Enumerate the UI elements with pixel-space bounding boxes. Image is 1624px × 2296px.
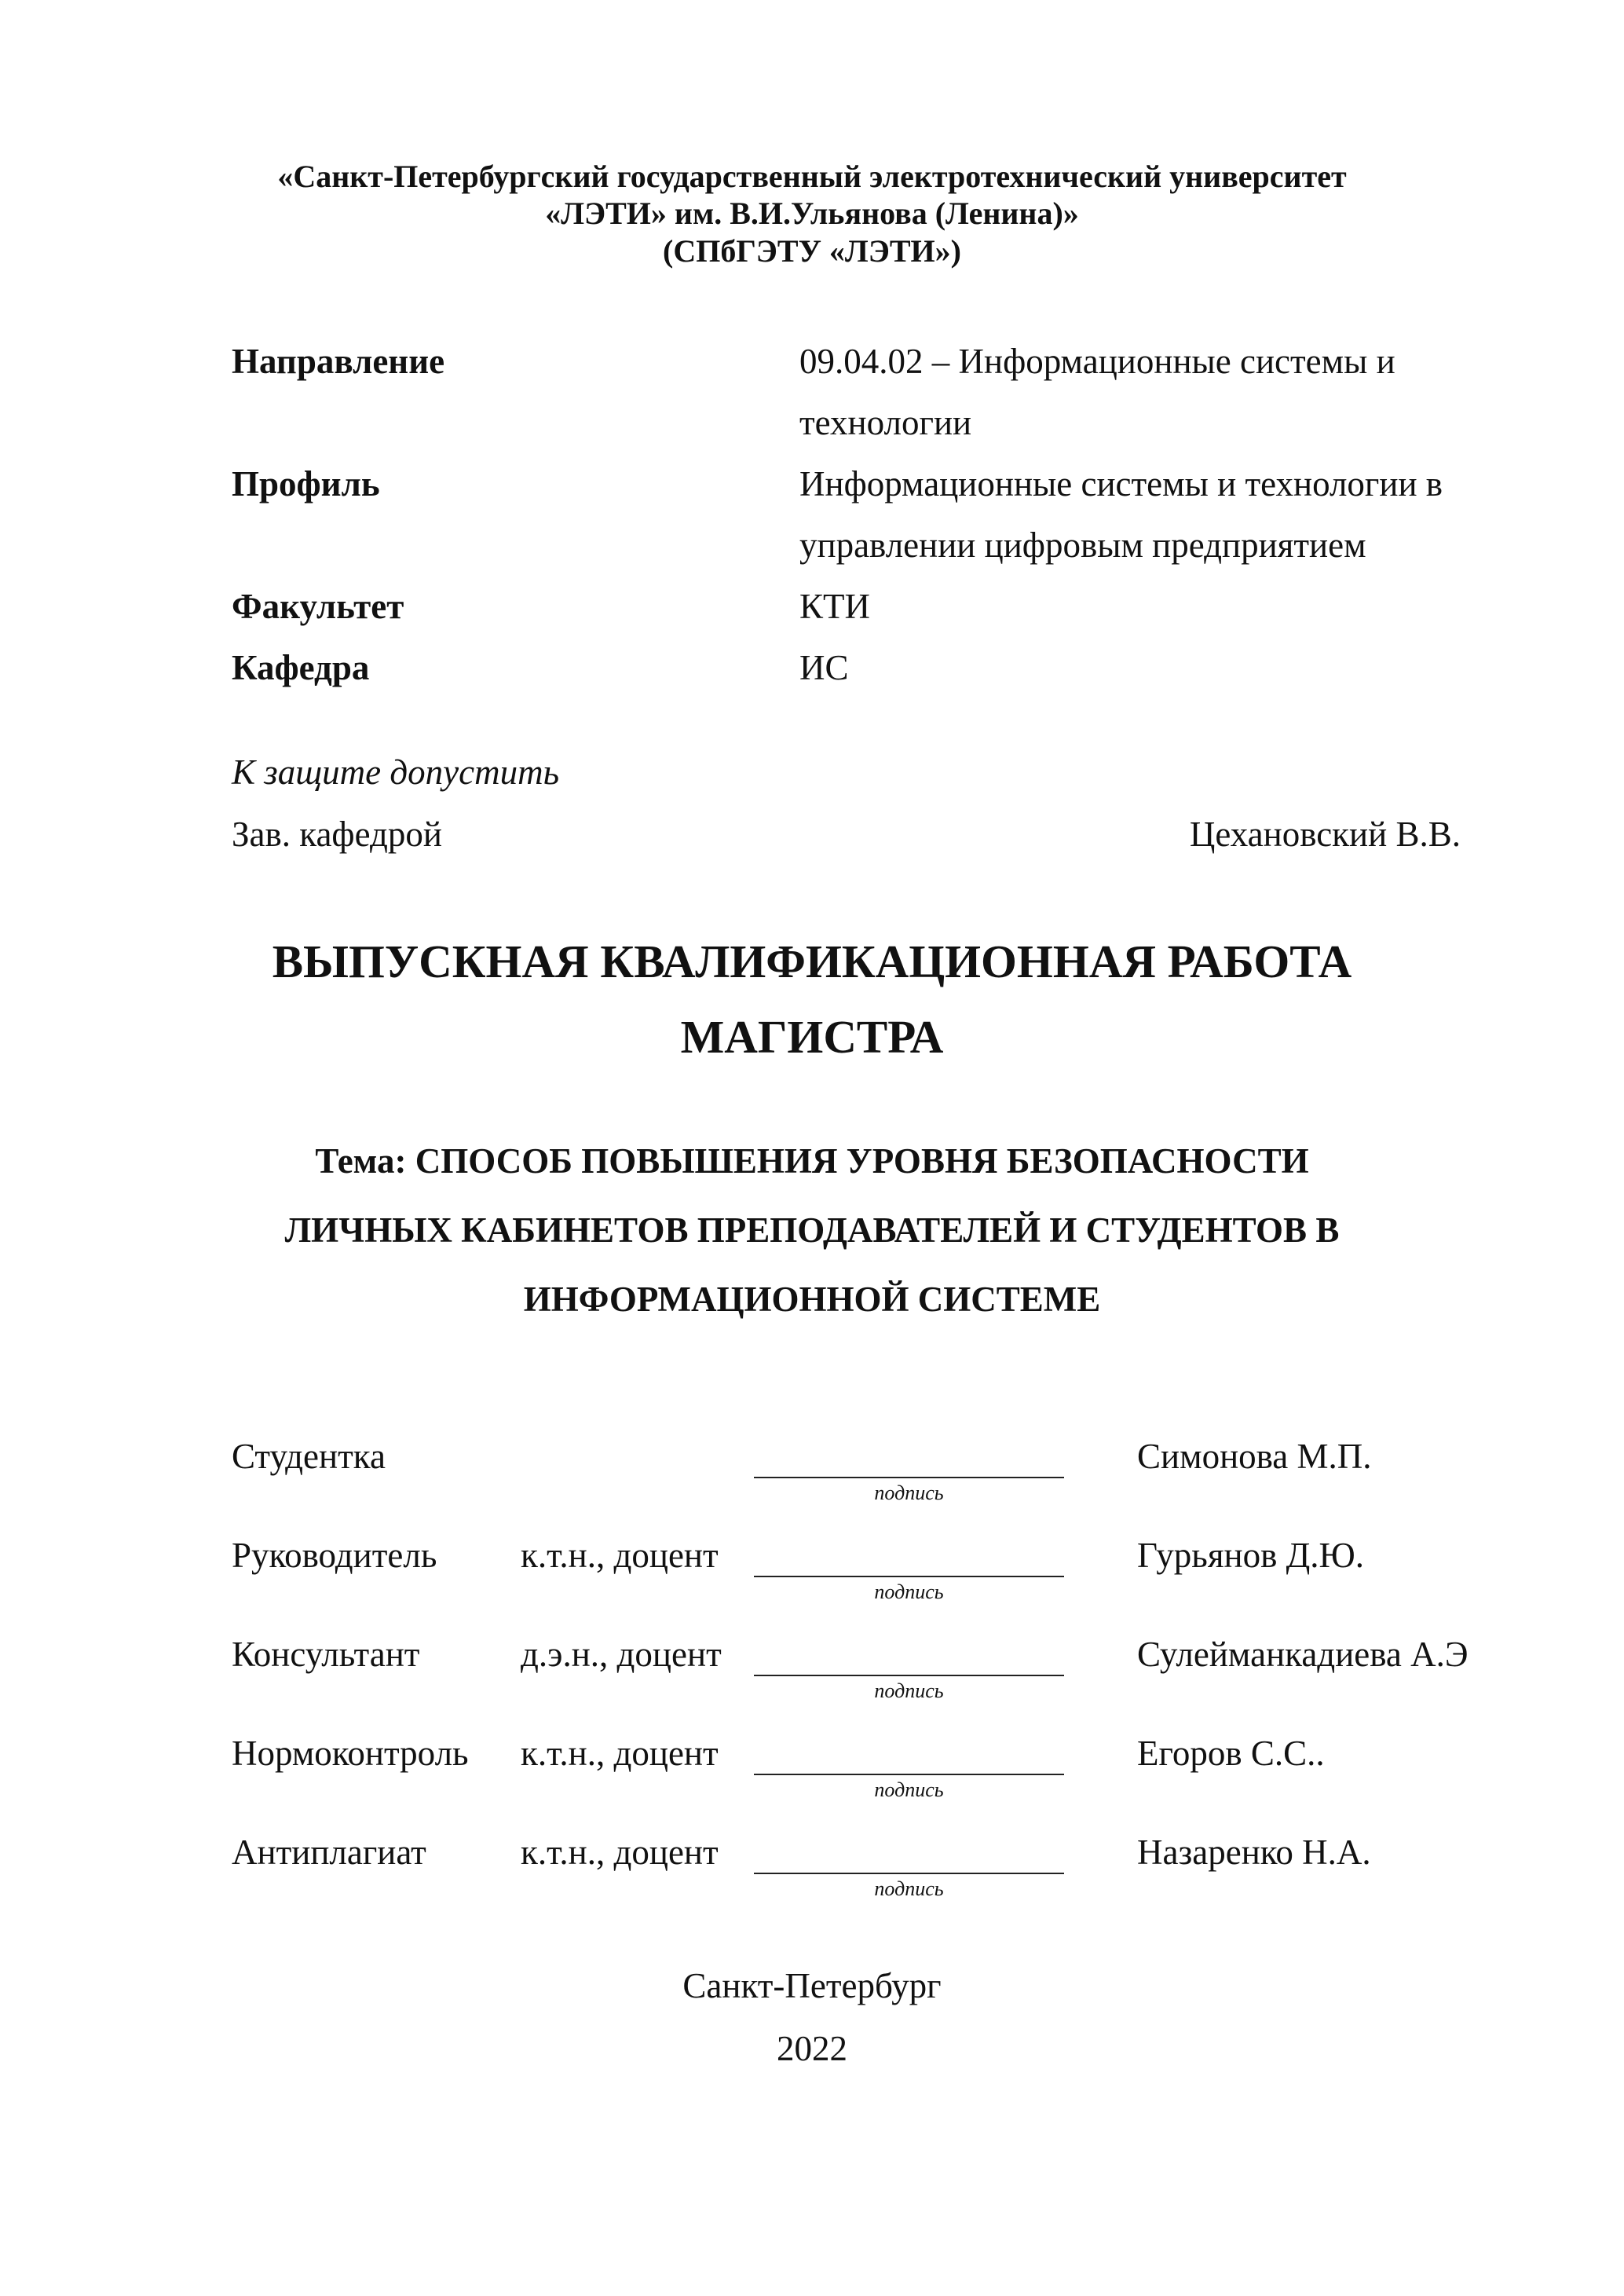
footer-year: 2022 bbox=[777, 2029, 847, 2068]
signature-caption: подпись bbox=[874, 1580, 944, 1603]
direction-value-line-2: технологии bbox=[799, 403, 972, 442]
signature-name: Сулейманкадиева А.Э bbox=[1137, 1635, 1469, 1674]
signature-line bbox=[754, 1576, 1064, 1577]
signature-role: Консультант bbox=[232, 1635, 420, 1674]
thesis-title-line-2: МАГИСТРА bbox=[680, 1011, 944, 1063]
signature-degree: к.т.н., доцент bbox=[521, 1734, 719, 1773]
profile-value-line-2: управлении цифровым предприятием bbox=[799, 525, 1366, 565]
signature-name: Егоров С.С.. bbox=[1137, 1734, 1325, 1773]
head-of-department-label: Зав. кафедрой bbox=[232, 815, 442, 854]
theme-line-3: ИНФОРМАЦИОННОЙ СИСТЕМЕ bbox=[523, 1280, 1101, 1319]
profile-value-line-1: Информационные системы и технологии в bbox=[799, 464, 1443, 504]
signature-name: Назаренко Н.А. bbox=[1137, 1833, 1371, 1872]
signature-caption: подпись bbox=[874, 1877, 944, 1900]
faculty-value: КТИ bbox=[799, 587, 870, 626]
signature-line bbox=[754, 1774, 1064, 1775]
university-abbreviation: (СПбГЭТУ «ЛЭТИ») bbox=[663, 233, 961, 269]
signature-role: Нормоконтроль bbox=[232, 1734, 469, 1773]
theme-line-1: Тема: СПОСОБ ПОВЫШЕНИЯ УРОВНЯ БЕЗОПАСНОСТИ bbox=[315, 1141, 1309, 1181]
signature-name: Симонова М.П. bbox=[1137, 1437, 1372, 1476]
signature-caption: подпись bbox=[874, 1481, 944, 1504]
signature-degree: к.т.н., доцент bbox=[521, 1536, 719, 1575]
signature-line bbox=[754, 1873, 1064, 1874]
department-value: ИС bbox=[799, 648, 849, 687]
signature-role: Студентка bbox=[232, 1437, 386, 1476]
head-of-department-name: Цехановский В.В. bbox=[1189, 815, 1461, 854]
direction-label: Направление bbox=[232, 342, 445, 381]
faculty-label: Факультет bbox=[232, 587, 404, 626]
department-label: Кафедра bbox=[232, 648, 370, 687]
profile-label: Профиль bbox=[232, 464, 380, 504]
signature-degree: к.т.н., доцент bbox=[521, 1833, 719, 1872]
admit-to-defense: К защите допустить bbox=[232, 753, 560, 792]
signature-line bbox=[754, 1675, 1064, 1676]
signature-caption: подпись bbox=[874, 1679, 944, 1702]
signature-role: Руководитель bbox=[232, 1536, 437, 1575]
university-name-line-1: «Санкт-Петербургский государственный электротехнический университет bbox=[277, 159, 1347, 194]
university-name-line-2: «ЛЭТИ» им. В.И.Ульянова (Ленина)» bbox=[545, 196, 1079, 231]
signature-degree: д.э.н., доцент bbox=[521, 1635, 722, 1674]
thesis-title-line-1: ВЫПУСКНАЯ КВАЛИФИКАЦИОННАЯ РАБОТА bbox=[272, 936, 1352, 987]
signature-caption: подпись bbox=[874, 1778, 944, 1801]
direction-value-line-1: 09.04.02 – Информационные системы и bbox=[799, 342, 1395, 381]
theme-line-2: ЛИЧНЫХ КАБИНЕТОВ ПРЕПОДАВАТЕЛЕЙ И СТУДЕНТОВ В bbox=[284, 1210, 1340, 1250]
signature-name: Гурьянов Д.Ю. bbox=[1137, 1536, 1365, 1575]
signature-role: Антиплагиат bbox=[232, 1833, 426, 1872]
footer-city: Санкт-Петербург bbox=[682, 1966, 942, 2005]
signature-line bbox=[754, 1477, 1064, 1478]
